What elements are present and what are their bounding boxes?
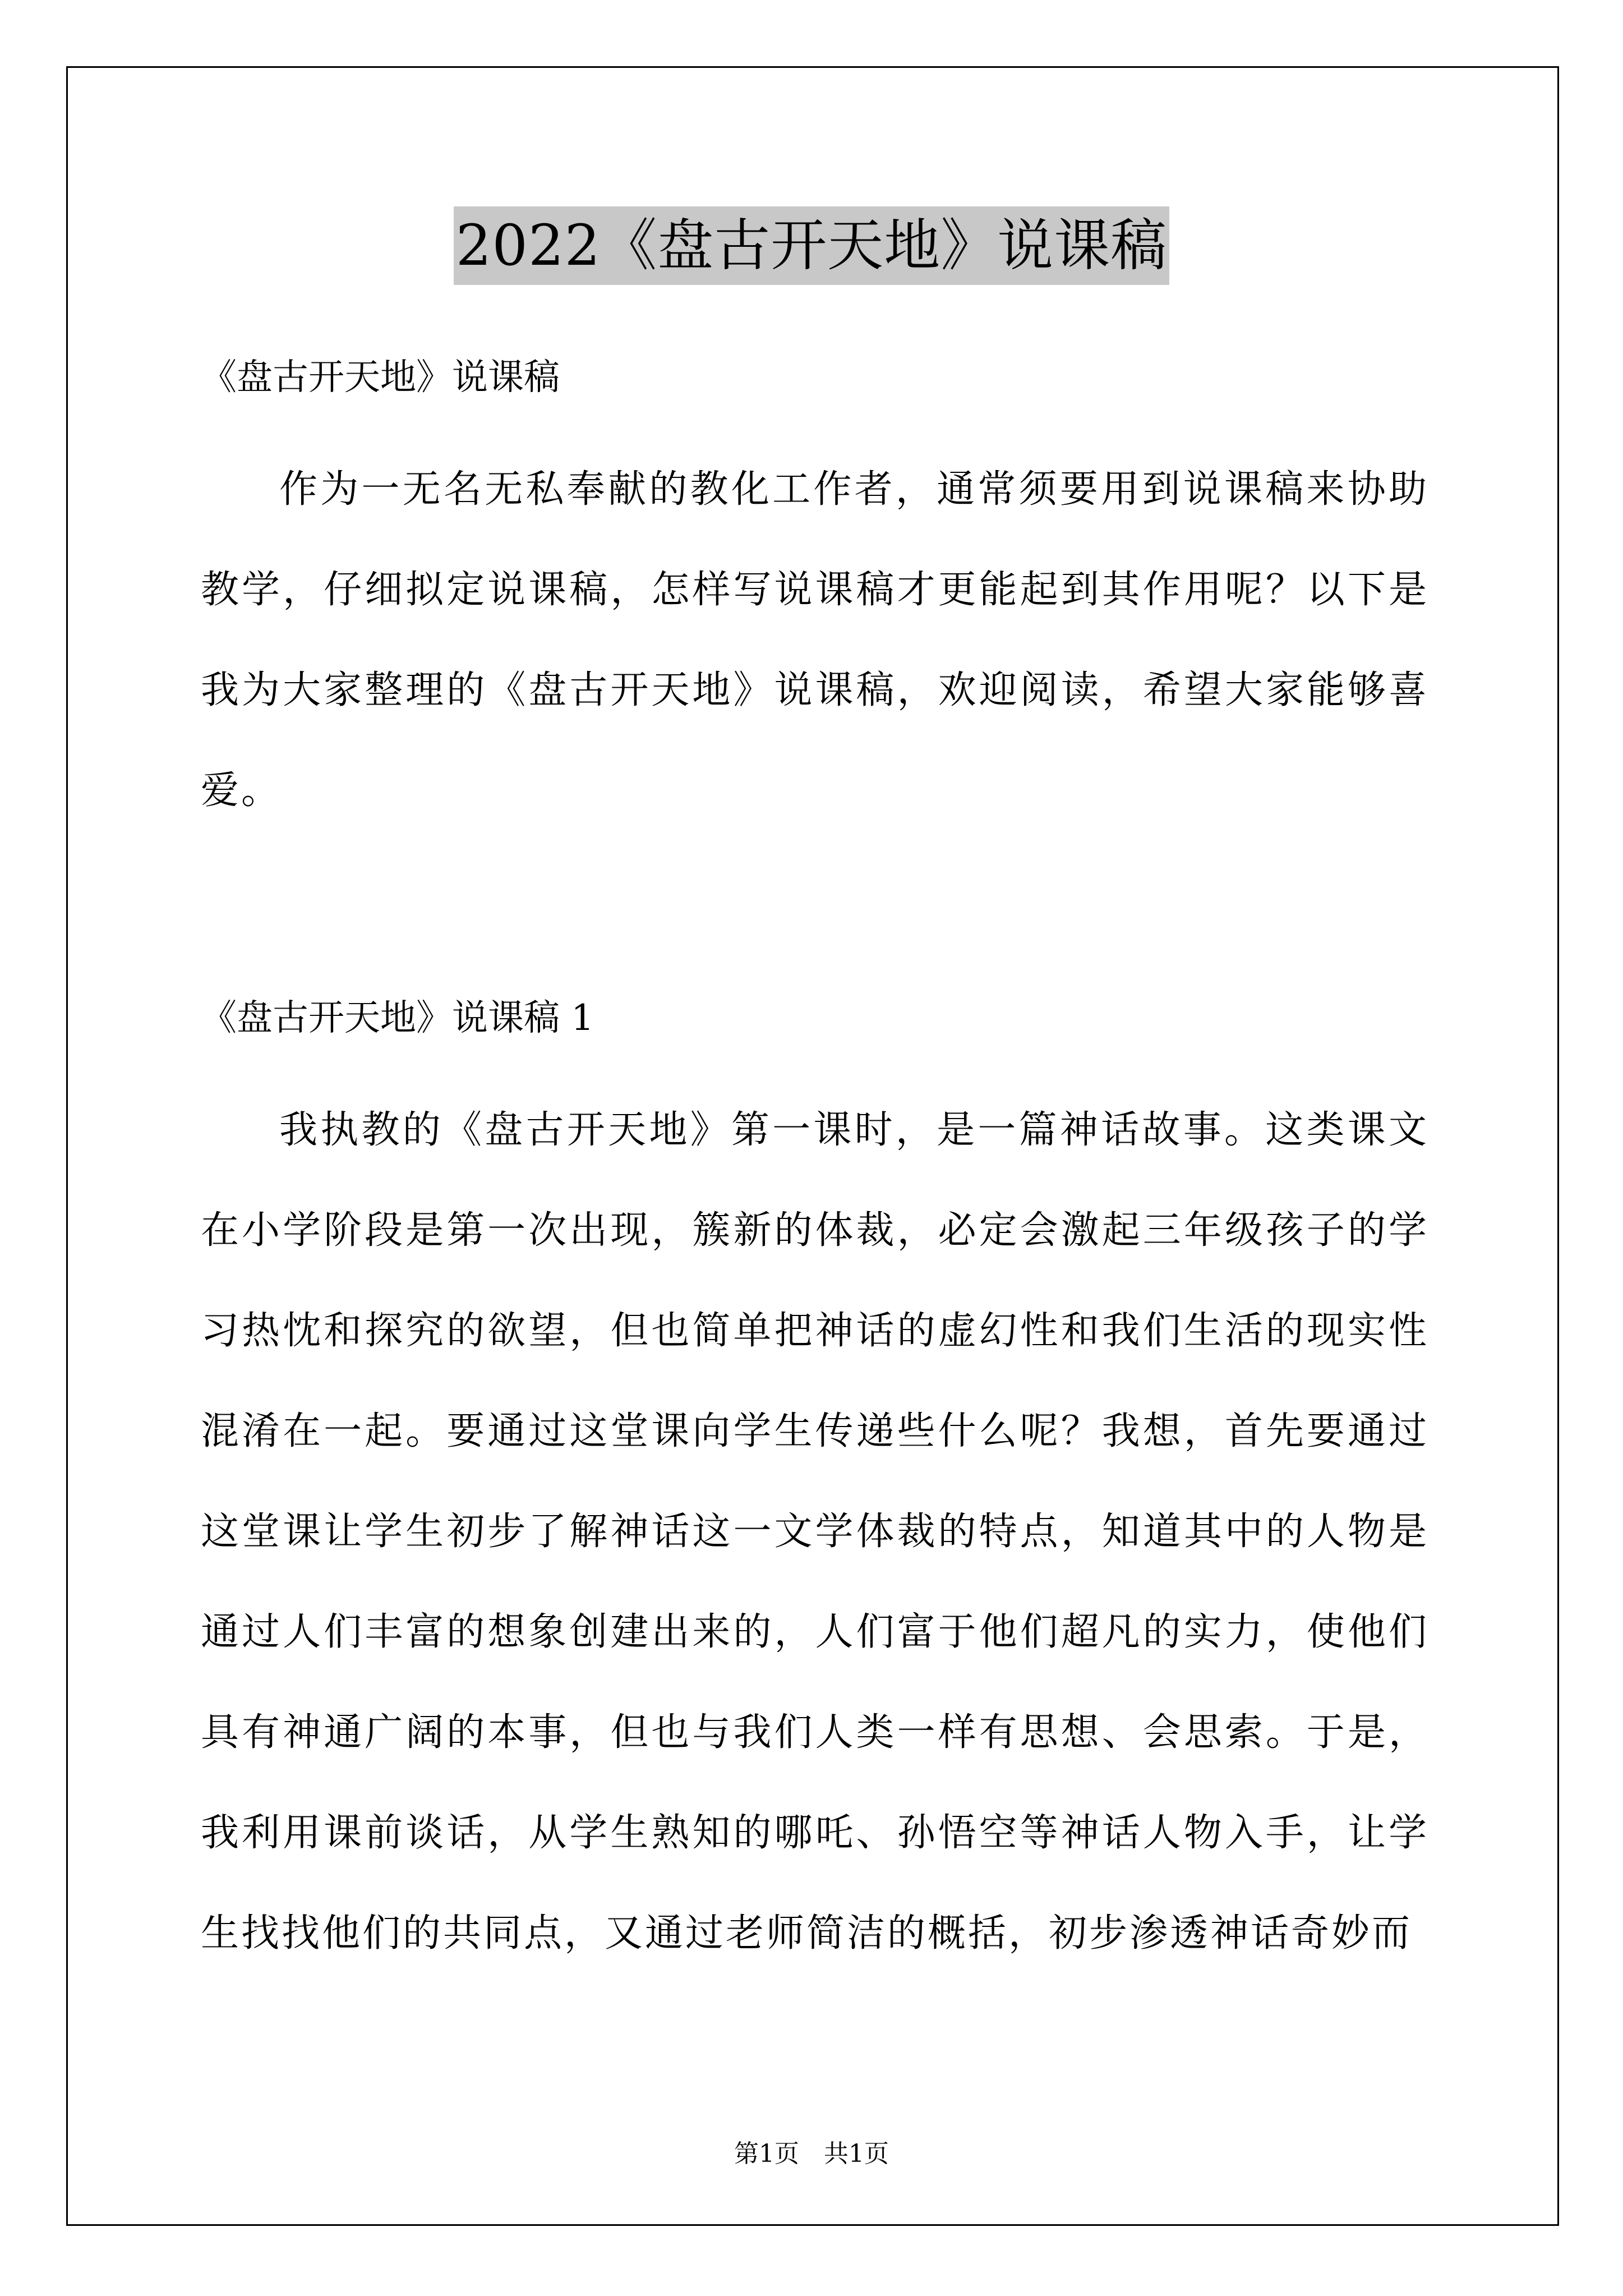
page-footer: 第1页 共1页 <box>734 2139 889 2168</box>
title-container <box>0 206 1623 285</box>
intro-paragraph: 作为一无名无私奉献的教化工作者，通常须要用到说课稿来协助教学，仔细拟定说课稿，怎样写说课稿才更能起到其作用呢？以下是我为大家整理的《盘古开天地》说课稿，欢迎阅读，希望大家能够喜爱。 <box>201 467 1429 813</box>
section-heading-intro: 《盘古开天地》说课稿 <box>201 357 560 398</box>
section-heading-1: 《盘古开天地》说课稿 1 <box>201 997 594 1039</box>
document-title: 2022《盘古开天地》说课稿 <box>454 206 1170 285</box>
body-paragraph: 我执教的《盘古开天地》第一课时，是一篇神话故事。这类课文在小学阶段是第一次出现，簇新的体裁，必定会激起三年级孩子的学习热忱和探究的欲望，但也简单把神话的虚幻性和我们生活的现实性混淆在一起。要通过这堂课向学生传递些什么呢？我想，首先要通过这堂课让学生初步了解神话这一文学体裁的特点，知道其中的人物是通过人们丰富的想象创建出来的，人们富于他们超凡的实力，使他们具有神通广阔的本事，但也与我们人类一样有思想、会思索。于是，我利用课前谈话，从学生熟知的哪吒、孙悟空等神话人物入手，让学生找找他们的共同点，又通过老师简洁的概括，初步渗透神话奇妙而 <box>201 1108 1429 1955</box>
